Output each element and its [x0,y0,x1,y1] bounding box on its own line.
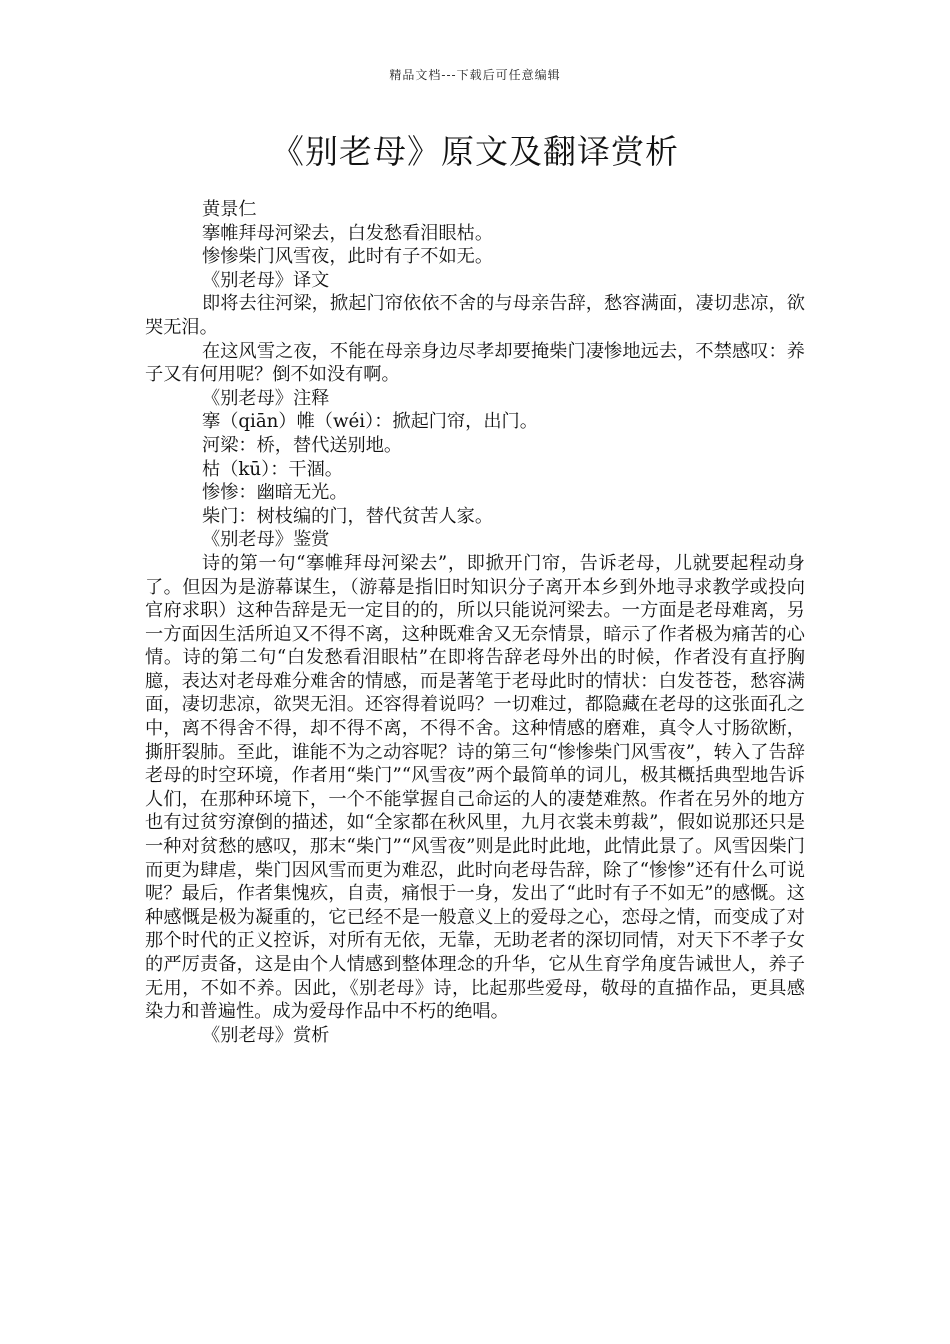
document-body [145,198,805,1047]
author-line: 黄景仁 [202,199,257,220]
note-item-2: 河梁：桥，替代送别地。 [202,434,403,456]
note-item-3: 枯（kū）：干涸。 [202,458,343,480]
appreciation-heading: 《别老母》鉴赏 [202,529,330,551]
notes-heading: 《别老母》注释 [202,387,330,409]
poem-line-1: 搴帷拜母河梁去，白发愁看泪眼枯。 [202,222,494,244]
appreciation-paragraph: 诗的第一句“搴帷拜母河梁去”，即掀开门帘，告诉老母，儿就要起程动身了。但因为是游幕谋生，（游幕是指旧时知识分子离开本乡到外地寻求教学或投向官府求职）这种告辞是无一定目的的，所以只能说河梁去。一方面是老母难离，另一方面因生活所迫又不得不离，这种既难舍又无奈情景，暗示了作者极为痛苦的心情。诗的第二句“白发愁看泪眼枯”在即将告辞老母外出的时候，作者没有直抒胸臆，表达对老母难分难舍的情感，而是著笔于老母此时的情状：白发苍苍，愁容满面，凄切悲凉，欲哭无泪。还容得着说吗？一切难过，都隐藏在老母的这张面孔之中，离不得舍不得，却不得不离，不得不舍。这种情感的磨难，真令人寸肠欲断，撕肝裂肺。至此，谁能不为之动容呢？诗的第三句“惨惨柴门风雪夜”，转入了告辞老母的时空环境，作者用“柴门”“风雪夜”两个最简单的词儿，极其概括典型地告诉人们，在那种环境下，一个不能掌握自己命运的人的凄楚难熬。作者在另外的地方也有过贫穷潦倒的描述，如“全家都在秋风里，九月衣裳未剪裁”，假如说那还只是一种对贫愁的感叹，那末“柴门”“风雪夜”则是此时此地，此情此景了。风雪因柴门而更为肆虐，柴门因风雪而更为难忍，此时向老母告辞，除了“惨惨”还有什么可说呢？最后，作者集愧疚，自责，痛恨于一身，发出了“此时有子不如无”的感慨。这种感慨是极为凝重的，它已经不是一般意义上的爱母之心，恋母之情，而变成了对那个时代的正义控诉，对所有无依，无靠，无助老者的深切同情，对天下不孝子女的严厉责备，这是由个人情感到整体理念的升华，它从生育学角度告诫世人，养子无用，不如不养。因此，《别老母》诗，比起那些爱母，敬母的直描作品，更具感染力和普遍性。成为爱母作品中不朽的绝唱。 [145,552,805,1023]
analysis-heading: 《别老母》赏析 [202,1024,330,1046]
note-item-4: 惨惨：幽暗无光。 [202,482,348,504]
document-title: 《别老母》原文及翻译赏析 [271,132,679,171]
note-item-5: 柴门：树枝编的门，替代贫苦人家。 [202,505,494,527]
header-note: 精品文档---下载后可任意编辑 [389,68,561,82]
translation-paragraph-2: 在这风雪之夜，不能在母亲身边尽孝却要掩柴门凄惨地远去，不禁感叹：养子又有何用呢？倒不如没有啊。 [145,340,805,386]
translation-paragraph-1: 即将去往河梁，掀起门帘依依不舍的与母亲告辞，愁容满面，凄切悲凉，欲哭无泪。 [145,293,805,338]
translation-heading: 《别老母》译文 [202,269,330,291]
poem-line-2: 惨惨柴门风雪夜，此时有子不如无。 [202,246,494,268]
note-item-1: 搴（qiān）帷（wéi）：掀起门帘，出门。 [202,411,538,433]
